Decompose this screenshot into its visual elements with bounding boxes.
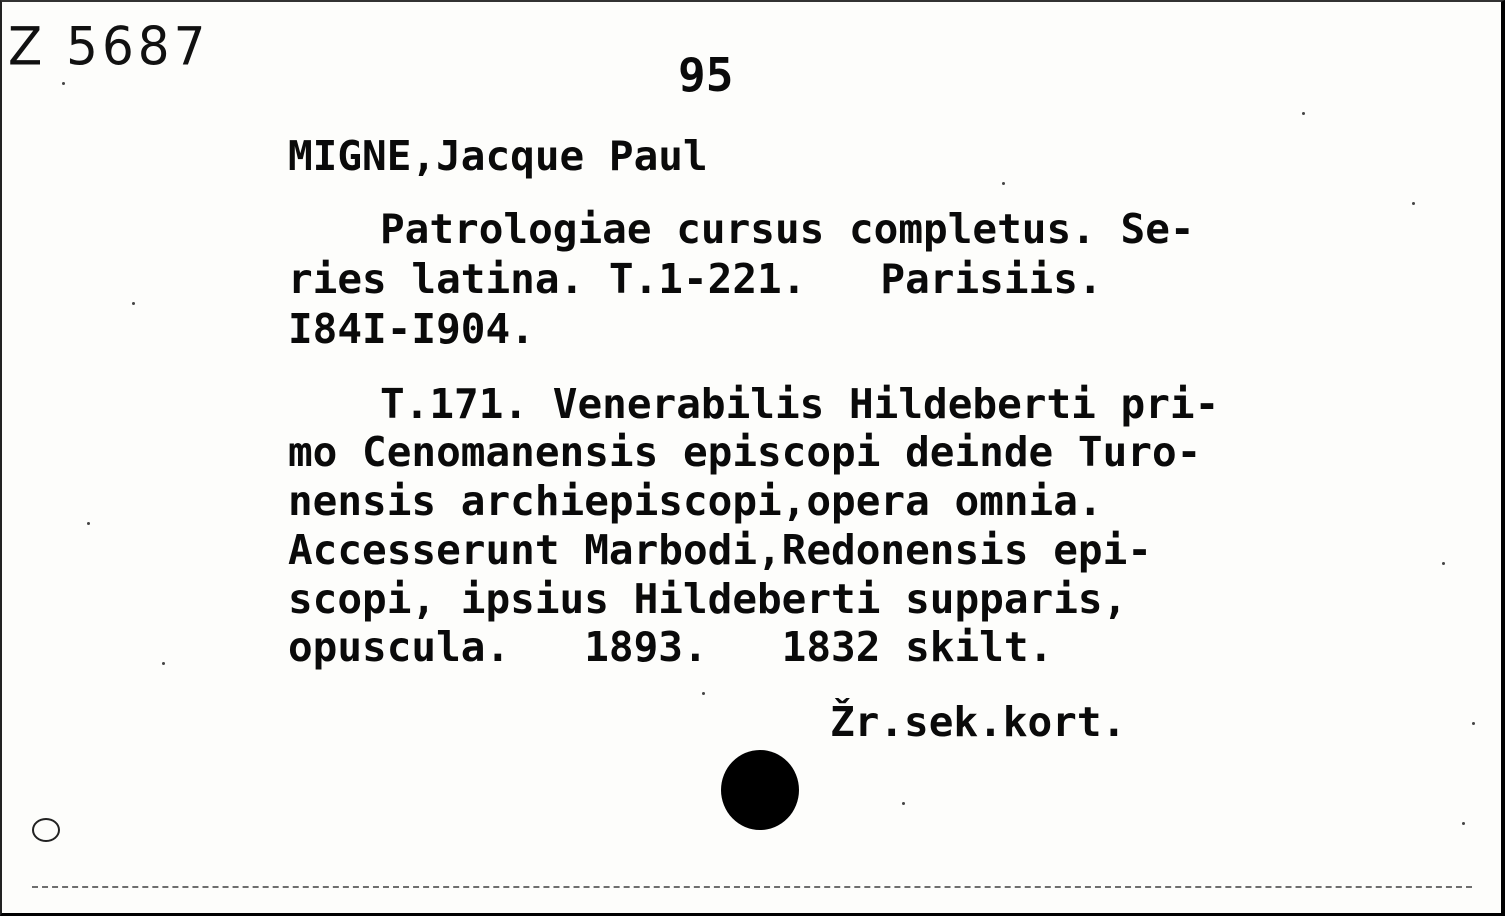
volume-line-3: nensis archiepiscopi,opera omnia. [288,477,1103,525]
volume-line-6: opuscula. 1893. 1832 skilt. [288,623,1054,671]
speck [702,692,705,695]
speck [162,662,165,665]
ring-mark [32,818,60,842]
speck [62,82,65,85]
title-line-3: I84I-I904. [288,305,535,353]
speck [1442,562,1445,565]
volume-line-1: T.171. Venerabilis Hildeberti pri- [380,380,1220,428]
speck [1462,822,1465,825]
speck [1412,202,1415,205]
title-line-1: Patrologiae cursus completus. Se- [380,205,1195,253]
volume-line-5: scopi, ipsius Hildeberti supparis, [288,575,1128,623]
speck [1472,722,1475,725]
speck [902,802,905,805]
speck [1002,182,1005,185]
speck [132,302,135,305]
punch-hole [721,750,799,830]
bottom-dashed-line [32,886,1472,888]
author-heading: MIGNE,Jacque Paul [288,132,708,180]
speck [87,522,90,525]
call-number: Z 5687 [8,16,210,77]
page-number: 95 [678,48,734,102]
speck [1302,112,1305,115]
volume-line-4: Accesserunt Marbodi,Redonensis epi- [288,526,1152,574]
title-line-2: ries latina. T.1-221. Parisiis. [288,255,1103,303]
reference-note: Žr.sek.kort. [830,698,1127,746]
volume-line-2: mo Cenomanensis episcopi deinde Turo- [288,428,1202,476]
